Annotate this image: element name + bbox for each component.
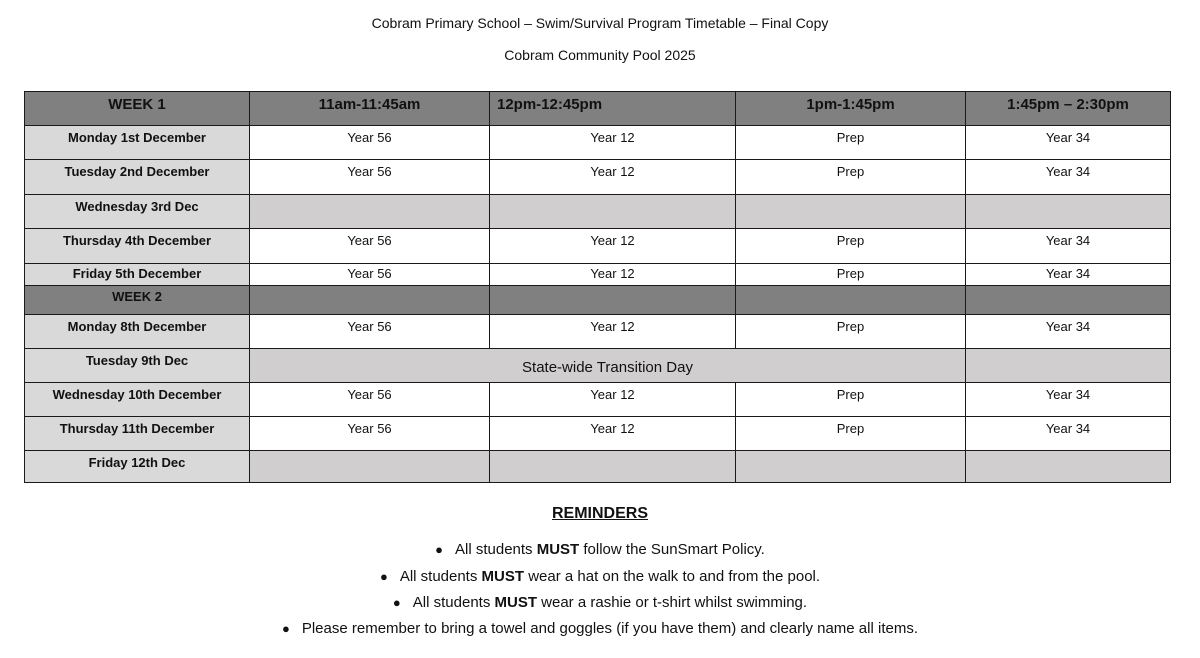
- day-label: Wednesday 3rd Dec: [25, 195, 250, 229]
- table-row: [25, 349, 1171, 383]
- bullet-icon: ●: [392, 595, 401, 610]
- session-cell: Year 34: [966, 229, 1171, 264]
- day-label: Tuesday 2nd December: [25, 160, 250, 195]
- week-spacer: [250, 286, 490, 315]
- day-label: Thursday 11th December: [25, 417, 250, 451]
- session-cell: Prep: [736, 417, 966, 451]
- bullet-icon: ●: [379, 569, 388, 584]
- table-row: [25, 229, 1171, 264]
- table-row: [25, 451, 1171, 483]
- session-cell: Year 12: [490, 417, 736, 451]
- session-cell: Year 56: [250, 264, 490, 286]
- day-label: Tuesday 9th Dec: [25, 349, 250, 383]
- week2-label: WEEK 2: [25, 286, 250, 315]
- reminders-heading: REMINDERS: [551, 505, 648, 522]
- session-cell: Year 34: [966, 126, 1171, 160]
- empty-cell: [966, 349, 1171, 383]
- reminder-text: All students: [399, 568, 482, 585]
- session-cell: Year 56: [250, 160, 490, 195]
- session-cell: Year 12: [490, 383, 736, 417]
- reminder-text: All students: [412, 594, 495, 611]
- session-cell: Year 34: [966, 383, 1171, 417]
- empty-cell: [250, 451, 490, 483]
- week-spacer: [966, 286, 1171, 315]
- table-row: [25, 160, 1171, 195]
- day-label: Thursday 4th December: [25, 229, 250, 264]
- reminder-item: [0, 620, 1200, 637]
- column-header: 11am-11:45am: [250, 92, 490, 126]
- empty-cell: [966, 451, 1171, 483]
- session-cell: Year 34: [966, 160, 1171, 195]
- document-subtitle: Cobram Community Pool 2025: [504, 47, 696, 63]
- column-header: 1pm-1:45pm: [736, 92, 966, 126]
- session-cell: Year 34: [966, 264, 1171, 286]
- reminder-text: follow the SunSmart Policy.: [579, 541, 765, 558]
- session-cell: Year 12: [490, 315, 736, 349]
- session-cell: Year 56: [250, 126, 490, 160]
- bullet-icon: ●: [281, 621, 290, 636]
- day-label: Monday 8th December: [25, 315, 250, 349]
- reminder-emphasis: MUST: [536, 541, 580, 558]
- reminder-item: [0, 541, 1200, 558]
- session-cell: Year 12: [490, 126, 736, 160]
- session-cell: Prep: [736, 264, 966, 286]
- session-cell: Prep: [736, 383, 966, 417]
- session-cell: Prep: [736, 315, 966, 349]
- document-title: Cobram Primary School – Swim/Survival Program Timetable – Final Copy: [371, 15, 829, 31]
- table-row: [25, 315, 1171, 349]
- bullet-icon: ●: [435, 542, 443, 557]
- session-cell: Prep: [736, 126, 966, 160]
- reminder-item: [0, 594, 1200, 611]
- column-header: 12pm-12:45pm: [490, 92, 736, 126]
- week2-row: [25, 286, 1171, 315]
- day-label: Wednesday 10th December: [25, 383, 250, 417]
- week-spacer: [736, 286, 966, 315]
- session-cell: Prep: [736, 229, 966, 264]
- empty-cell: [736, 195, 966, 229]
- week-spacer: [490, 286, 736, 315]
- header-row: [25, 92, 1171, 126]
- reminder-emphasis: MUST: [494, 594, 537, 611]
- table-row: [25, 417, 1171, 451]
- table-row: [25, 195, 1171, 229]
- empty-cell: [490, 195, 736, 229]
- reminder-item: [0, 568, 1200, 585]
- day-label: Friday 5th December: [25, 264, 250, 286]
- session-cell: Year 34: [966, 417, 1171, 451]
- table-row: [25, 264, 1171, 286]
- day-label: Friday 12th Dec: [25, 451, 250, 483]
- session-cell: Year 12: [490, 229, 736, 264]
- day-label: Monday 1st December: [25, 126, 250, 160]
- table-row: [25, 383, 1171, 417]
- empty-cell: [250, 195, 490, 229]
- empty-cell: [490, 451, 736, 483]
- transition-day-note: State-wide Transition Day: [250, 349, 966, 383]
- reminder-text: Please remember to bring a towel and goggles (if you have them) and clearly name all items.: [301, 620, 918, 637]
- session-cell: Year 12: [490, 264, 736, 286]
- session-cell: Year 12: [490, 160, 736, 195]
- session-cell: Year 34: [966, 315, 1171, 349]
- reminder-text: All students: [455, 541, 537, 558]
- timetable: [24, 91, 1171, 483]
- empty-cell: [966, 195, 1171, 229]
- week1-label: WEEK 1: [25, 92, 250, 126]
- session-cell: Year 56: [250, 315, 490, 349]
- reminder-text: wear a rashie or t-shirt whilst swimming.: [537, 594, 808, 611]
- empty-cell: [736, 451, 966, 483]
- table-row: [25, 126, 1171, 160]
- session-cell: Year 56: [250, 417, 490, 451]
- reminder-text: wear a hat on the walk to and from the pool.: [524, 568, 821, 585]
- session-cell: Prep: [736, 160, 966, 195]
- session-cell: Year 56: [250, 229, 490, 264]
- column-header: 1:45pm – 2:30pm: [966, 92, 1171, 126]
- session-cell: Year 56: [250, 383, 490, 417]
- reminder-emphasis: MUST: [481, 568, 525, 585]
